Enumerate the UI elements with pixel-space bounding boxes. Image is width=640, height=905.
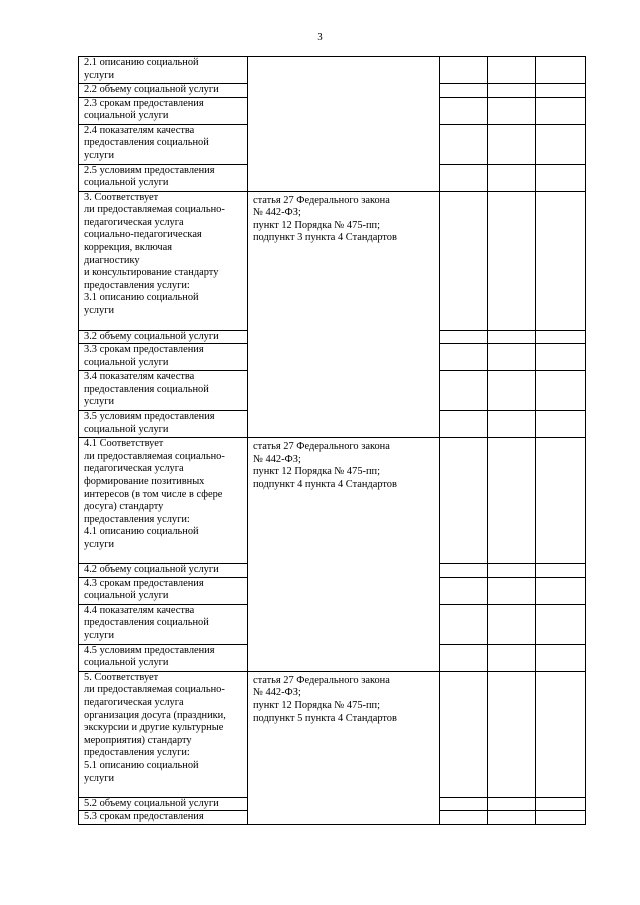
answer-cell[interactable]	[488, 671, 536, 797]
criterion-cell: 4.2 объему социальной услуги	[79, 564, 248, 578]
table-row	[79, 330, 586, 344]
answer-cell[interactable]	[488, 438, 536, 564]
legal-reference-cell	[248, 371, 440, 411]
answer-cell[interactable]	[536, 191, 586, 330]
criterion-cell: 5.2 объему социальной услуги	[79, 797, 248, 811]
answer-cell[interactable]	[488, 164, 536, 191]
answer-cell[interactable]	[536, 97, 586, 124]
answer-cell[interactable]	[440, 438, 488, 564]
answer-cell[interactable]	[440, 644, 488, 671]
table-row	[79, 371, 586, 411]
criterion-cell: 4.1 Соответствует ли предоставляемая социально- педагогическая услуга формирование позитивных интересов (в том числе в сфере досуга) стандарту предоставления услуги: 4.1 описанию социальной услуги	[79, 438, 248, 564]
criterion-cell: 3.4 показателям качества предоставления социальной услуги	[79, 371, 248, 411]
answer-cell[interactable]	[440, 811, 488, 825]
criterion-cell: 4.3 срокам предоставления социальной услуги	[79, 577, 248, 604]
criterion-cell: 3.2 объему социальной услуги	[79, 330, 248, 344]
answer-cell[interactable]	[488, 797, 536, 811]
legal-reference-cell: статья 27 Федерального закона № 442-ФЗ; пункт 12 Порядка № 475-пп; подпункт 4 пункта 4 Стандартов	[248, 438, 440, 564]
legal-reference-cell	[248, 84, 440, 98]
criterion-cell: 2.5 условиям предоставления социальной услуги	[79, 164, 248, 191]
legal-reference-cell	[248, 564, 440, 578]
legal-reference-cell	[248, 411, 440, 438]
answer-cell[interactable]	[536, 564, 586, 578]
table-row	[79, 564, 586, 578]
answer-cell[interactable]	[488, 577, 536, 604]
criterion-cell: 4.4 показателям качества предоставления социальной услуги	[79, 604, 248, 644]
table-row	[79, 164, 586, 191]
answer-cell[interactable]	[440, 577, 488, 604]
legal-reference-cell	[248, 577, 440, 604]
answer-cell[interactable]	[440, 344, 488, 371]
answer-cell[interactable]	[488, 371, 536, 411]
table-row	[79, 604, 586, 644]
answer-cell[interactable]	[440, 191, 488, 330]
legal-reference-cell	[248, 797, 440, 811]
table-row	[79, 811, 586, 825]
answer-cell[interactable]	[536, 371, 586, 411]
legal-reference-cell	[248, 644, 440, 671]
answer-cell[interactable]	[488, 811, 536, 825]
answer-cell[interactable]	[536, 797, 586, 811]
legal-reference-cell	[248, 604, 440, 644]
answer-cell[interactable]	[536, 671, 586, 797]
answer-cell[interactable]	[536, 644, 586, 671]
answer-cell[interactable]	[488, 344, 536, 371]
answer-cell[interactable]	[536, 57, 586, 84]
answer-cell[interactable]	[488, 57, 536, 84]
table-row	[79, 797, 586, 811]
answer-cell[interactable]	[488, 330, 536, 344]
answer-cell[interactable]	[536, 124, 586, 164]
answer-cell[interactable]	[488, 411, 536, 438]
answer-cell[interactable]	[440, 164, 488, 191]
answer-cell[interactable]	[488, 124, 536, 164]
criterion-cell: 2.2 объему социальной услуги	[79, 84, 248, 98]
legal-reference-cell	[248, 811, 440, 825]
criterion-cell: 5. Соответствует ли предоставляемая социально- педагогическая услуга организация досуга (праздники, экскурсии и другие культурные мероприятия) стандарту предоставления услуги: 5.1 описанию социальной услуги	[79, 671, 248, 797]
legal-reference-cell	[248, 57, 440, 84]
answer-cell[interactable]	[536, 438, 586, 564]
page-number: 3	[317, 31, 323, 43]
criterion-cell: 2.1 описанию социальной услуги	[79, 57, 248, 84]
answer-cell[interactable]	[536, 577, 586, 604]
answer-cell[interactable]	[440, 330, 488, 344]
legal-reference-cell	[248, 344, 440, 371]
answer-cell[interactable]	[440, 797, 488, 811]
table-row	[79, 57, 586, 84]
answer-cell[interactable]	[440, 371, 488, 411]
table-row	[79, 644, 586, 671]
answer-cell[interactable]	[488, 604, 536, 644]
checklist-table	[78, 56, 586, 825]
table-row	[79, 438, 586, 564]
table-row	[79, 577, 586, 604]
table-row	[79, 671, 586, 797]
answer-cell[interactable]	[488, 644, 536, 671]
answer-cell[interactable]	[488, 564, 536, 578]
answer-cell[interactable]	[536, 84, 586, 98]
table-row	[79, 84, 586, 98]
legal-reference-cell: статья 27 Федерального закона № 442-ФЗ; пункт 12 Порядка № 475-пп; подпункт 3 пункта 4 Стандартов	[248, 191, 440, 330]
legal-reference-cell	[248, 330, 440, 344]
criterion-cell: 5.3 срокам предоставления	[79, 811, 248, 825]
criterion-cell: 4.5 условиям предоставления социальной услуги	[79, 644, 248, 671]
answer-cell[interactable]	[536, 344, 586, 371]
legal-reference-cell: статья 27 Федерального закона № 442-ФЗ; пункт 12 Порядка № 475-пп; подпункт 5 пункта 4 Стандартов	[248, 671, 440, 797]
table-row	[79, 411, 586, 438]
answer-cell[interactable]	[536, 604, 586, 644]
table-row	[79, 344, 586, 371]
answer-cell[interactable]	[536, 330, 586, 344]
answer-cell[interactable]	[536, 811, 586, 825]
legal-reference-cell	[248, 97, 440, 124]
answer-cell[interactable]	[536, 411, 586, 438]
answer-cell[interactable]	[488, 97, 536, 124]
answer-cell[interactable]	[440, 124, 488, 164]
answer-cell[interactable]	[440, 671, 488, 797]
answer-cell[interactable]	[440, 84, 488, 98]
answer-cell[interactable]	[488, 84, 536, 98]
answer-cell[interactable]	[440, 564, 488, 578]
criterion-cell: 2.3 срокам предоставления социальной услуги	[79, 97, 248, 124]
answer-cell[interactable]	[536, 164, 586, 191]
legal-reference-cell	[248, 164, 440, 191]
table-row	[79, 191, 586, 330]
table-row	[79, 97, 586, 124]
answer-cell[interactable]	[440, 97, 488, 124]
criterion-cell: 2.4 показателям качества предоставления социальной услуги	[79, 124, 248, 164]
answer-cell[interactable]	[440, 57, 488, 84]
criterion-cell: 3. Соответствует ли предоставляемая социально- педагогическая услуга социально-педагогическая коррекция, включая диагностику и консультирование стандарту предоставления услуги: 3.1 описанию социальной услуги	[79, 191, 248, 330]
answer-cell[interactable]	[440, 411, 488, 438]
table-row	[79, 124, 586, 164]
answer-cell[interactable]	[488, 191, 536, 330]
criterion-cell: 3.3 срокам предоставления социальной услуги	[79, 344, 248, 371]
criterion-cell: 3.5 условиям предоставления социальной услуги	[79, 411, 248, 438]
legal-reference-cell	[248, 124, 440, 164]
answer-cell[interactable]	[440, 604, 488, 644]
